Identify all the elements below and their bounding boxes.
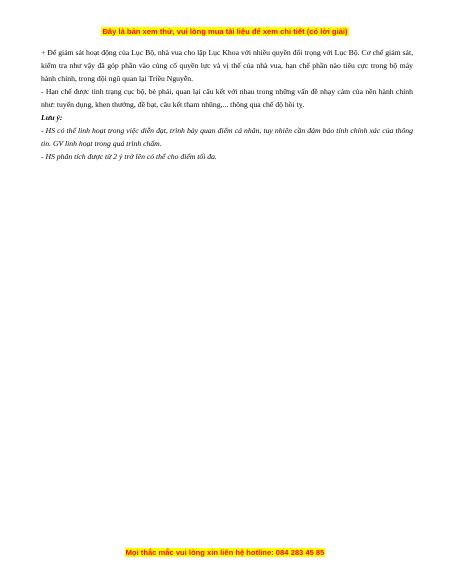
body-paragraph: + Để giám sát hoạt động của Lục Bộ, nhà vua cho lập Lục Khoa với nhiều quyền đối trọng với Lục Bộ. Cơ chế giám sát, kiểm tra như vậy đã góp phần vào củng cố quyền lực và vị thế của nhà vua, hạn chế phần nào tiêu cực trong bộ máy hành chính, trong đội ngũ quan lại Triều Nguyễn.	[41, 48, 413, 83]
preview-notice-text: Đây là bản xem thử, vui lòng mua tài liệu để xem chi tiết (có lời giải)	[102, 27, 348, 36]
hotline-text: Mọi thắc mắc vui lòng xin liên hệ hotline: 084 283 45 85	[125, 548, 325, 557]
body-paragraph: - Hạn chế được tình trạng cục bộ, bè phái, quan lại câu kết với nhau trong những vấn đề nhạy cảm của nền hành chính như: tuyển dụng, khen thưởng, đề bạt, câu kết tham nhũng,... thông qua chế độ hồi tỵ.	[41, 87, 413, 109]
document-body	[41, 46, 413, 163]
note-item: - HS phân tích được từ 2 ý trở lên có thể cho điểm tối đa.	[41, 152, 217, 161]
preview-notice-banner	[0, 27, 450, 37]
note-heading: Lưu ý:	[41, 113, 63, 122]
hotline-banner	[0, 548, 450, 558]
note-item: - HS có thể linh hoạt trong việc diễn đạt, trình bày quan điểm cá nhân, tuy nhiên cần đảm bảo tính chính xác của thông tin. GV linh hoạt trong quá trình chấm.	[41, 126, 413, 148]
